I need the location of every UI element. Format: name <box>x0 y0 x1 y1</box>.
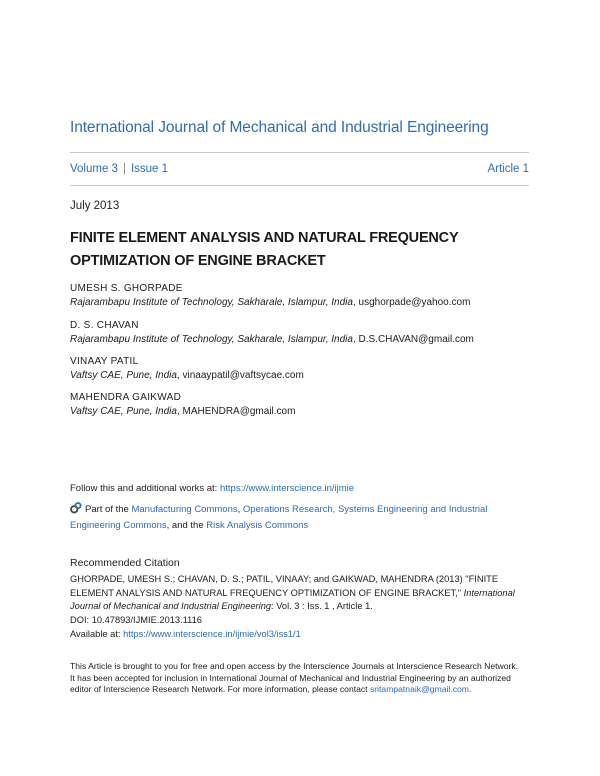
author-institution: Rajarambapu Institute of Technology, Sakharale, Islampur, India <box>70 297 353 308</box>
article-url-link[interactable]: https://www.interscience.in/ijmie/vol3/iss1/1 <box>123 628 301 639</box>
author-affiliation: Rajarambapu Institute of Technology, Sakharale, Islampur, India, D.S.CHAVAN@gmail.com <box>70 334 474 345</box>
author-name: UMESH S. GHORPADE <box>70 283 183 294</box>
author-email: usghorpade@yahoo.com <box>358 297 471 308</box>
paper-title: FINITE ELEMENT ANALYSIS AND NATURAL FREQUENCY OPTIMIZATION OF ENGINE BRACKET <box>70 230 459 269</box>
part-of-commons <box>70 502 520 534</box>
recommended-citation-heading: Recommended Citation <box>70 557 180 569</box>
issue-link[interactable]: Issue 1 <box>130 163 169 175</box>
repository-link[interactable]: https://www.interscience.in/ijmie <box>219 483 355 494</box>
breadcrumb-separator: | <box>122 163 126 175</box>
commons-link-risk-analysis[interactable]: Risk Analysis Commons <box>206 520 309 531</box>
author-name: MAHENDRA GAIKWAD <box>70 392 182 403</box>
available-prefix: Available at: <box>70 628 124 639</box>
author-institution: Vaftsy CAE, Pune, India <box>70 370 177 381</box>
author-block <box>70 320 474 345</box>
header-divider-top <box>70 152 529 153</box>
citation-journal: International Journal of Mechanical and Industrial Engineering <box>70 587 515 612</box>
part-of-prefix: Part of the <box>85 504 132 515</box>
author-institution: Rajarambapu Institute of Technology, Sakharale, Islampur, India <box>70 334 353 345</box>
citation-authors-title: GHORPADE, UMESH S.; CHAVAN, D. S.; PATIL, VINAAY; and GAIKWAD, MAHENDRA (2013) "FINITE ELEMENT ANALYSIS AND NATURAL FREQUENCY OPTIMIZATION OF ENGINE BRACKET," <box>70 574 499 598</box>
author-email: vinaaypatil@vaftsycae.com <box>182 370 304 381</box>
citation-doi: DOI: 10.47893/IJMIE.2013.1116 <box>70 615 202 626</box>
commons-separator: , and the <box>166 520 207 531</box>
author-affiliation: Vaftsy CAE, Pune, India, vinaaypatil@vaftsycae.com <box>70 370 304 381</box>
follow-prefix: Follow this and additional works at: <box>70 483 220 494</box>
author-email: D.S.CHAVAN@gmail.com <box>358 334 474 345</box>
citation-volume: : Vol. 3 : Iss. 1 , Article 1. <box>271 601 373 612</box>
notice-text: This Article is brought to you for free and open access by the Interscience Journals at Interscience Research Network. It has been accepted for inclusion in International Journal of Mechanical and Industrial Engineering by an authorized editor of Interscience Research Network. For more information, please contact <box>70 661 519 694</box>
open-access-icon <box>70 502 82 514</box>
volume-issue-breadcrumb <box>70 163 168 175</box>
author-block <box>70 283 470 308</box>
author-name: D. S. CHAVAN <box>70 320 139 331</box>
author-institution: Vaftsy CAE, Pune, India <box>70 406 177 417</box>
header-divider-bottom <box>70 185 529 186</box>
notice-end: . <box>468 684 472 694</box>
author-name: VINAAY PATIL <box>70 356 139 367</box>
follow-works-line <box>70 483 354 494</box>
author-block <box>70 392 295 417</box>
author-block <box>70 356 304 381</box>
author-email: MAHENDRA@gmail.com <box>182 406 296 417</box>
volume-link[interactable]: Volume 3 <box>70 163 118 175</box>
publication-date: July 2013 <box>70 200 120 212</box>
citation-text <box>70 573 525 642</box>
author-affiliation: Rajarambapu Institute of Technology, Sakharale, Islampur, India, usghorpade@yahoo.com <box>70 297 471 308</box>
open-access-notice <box>70 661 525 696</box>
author-affiliation: Vaftsy CAE, Pune, India, MAHENDRA@gmail.com <box>70 406 296 417</box>
commons-link-manufacturing[interactable]: Manufacturing Commons <box>131 504 238 515</box>
article-number-link[interactable]: Article 1 <box>487 163 529 175</box>
commons-separator: , <box>237 504 243 515</box>
commons-link-operations-research[interactable]: Operations Research, Systems Engineering and Industrial Engineering Commons <box>70 504 488 531</box>
journal-title-link[interactable]: International Journal of Mechanical and Industrial Engineering <box>70 119 489 136</box>
contact-email-link[interactable]: sritampatnaik@gmail.com <box>369 684 469 694</box>
